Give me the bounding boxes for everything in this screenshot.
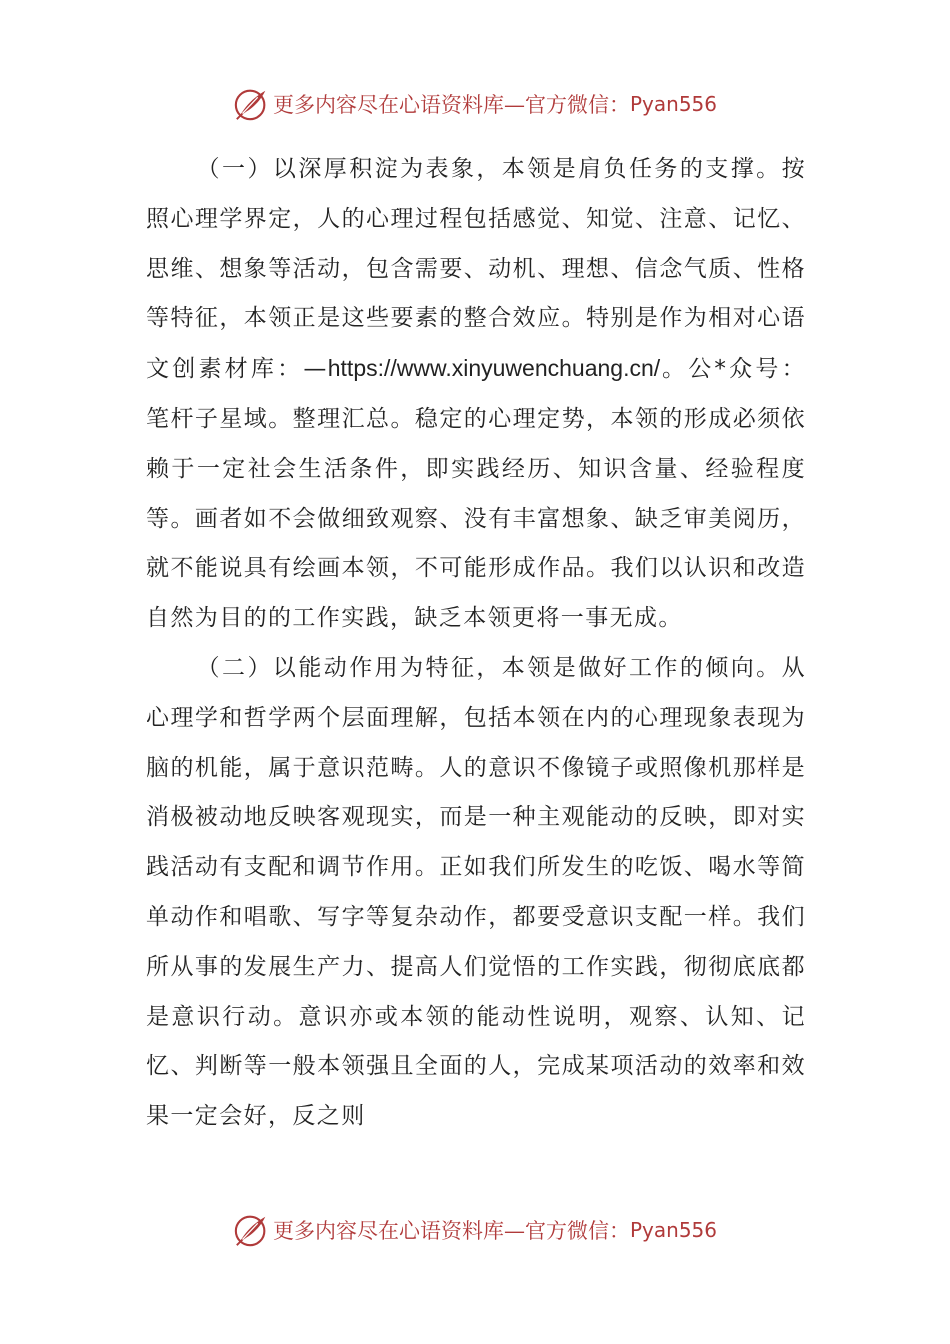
footer-banner xyxy=(0,1208,950,1252)
banner-wechat-label: 官方微信： xyxy=(524,93,630,117)
paragraph-1-text-before: （一）以深厚积淀为表象，本领是肩负任务的支撑。按照心理学界定，人的心理过程包括感觉、知觉、注意、记忆、思维、想象等活动，包含需要、动机、理想、信念气质、性格等特征，本领正是这些要素的整合效应。特别是作为相对心语文创素材库：— xyxy=(146,156,806,383)
paragraph-2: （二）以能动作用为特征，本领是做好工作的倾向。从心理学和哲学两个层面理解，包括本领在内的心理现象表现为脑的机能，属于意识范畴。人的意识不像镜子或照像机那样是消极被动地反映客观现实，而是一种主观能动的反映，即对实践活动有支配和调节作用。正如我们所发生的吃饭、喝水等简单动作和唱歌、写字等复杂动作，都要受意识支配一样。我们所从事的发展生产力、提高人们觉悟的工作实践，彻彻底底都是意识行动。意识亦或本领的能动性说明，观察、认知、记忆、判断等一般本领强且全面的人，完成某项活动的效率和效果一定会好，反之则 xyxy=(146,654,806,1130)
header-banner xyxy=(0,82,950,126)
quill-logo-icon xyxy=(233,85,271,123)
banner-text: 更多内容尽在心语资料库— xyxy=(272,93,525,117)
paragraph-1 xyxy=(146,145,806,644)
footer-banner-text: 更多内容尽在心语资料库— xyxy=(272,1219,525,1243)
document-body xyxy=(146,145,806,1142)
quill-logo-icon xyxy=(233,1211,271,1249)
footer-banner-wechat-id: Pyan556 xyxy=(629,1218,717,1242)
paragraph-1-url: https://www.xinyuwenchuang.cn/ xyxy=(327,355,661,382)
paragraph-1-text-after: 。公*众号：笔杆子星域。整理汇总。稳定的心理定势，本领的形成必须依赖于一定社会生活条件，即实践经历、知识含量、经验程度等。画者如不会做细致观察、没有丰富想象、缺乏审美阅历，就不能说具有绘画本领，不可能形成作品。我们以认识和改造自然为目的的工作实践，缺乏本领更将一事无成。 xyxy=(146,356,806,632)
footer-banner-wechat-label: 官方微信： xyxy=(524,1219,630,1243)
banner-wechat-id: Pyan556 xyxy=(629,92,717,116)
